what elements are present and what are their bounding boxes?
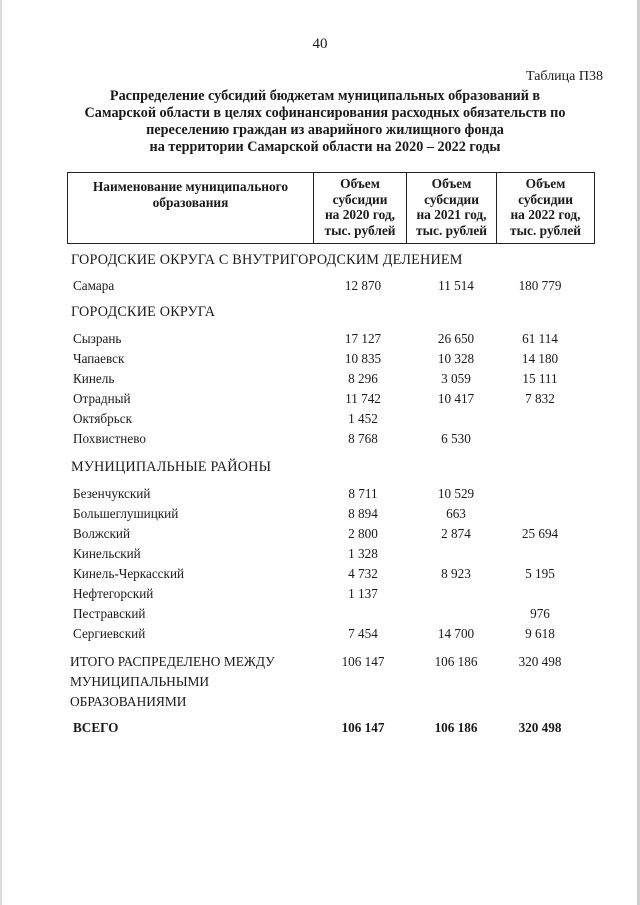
table-reference: Таблица П38	[526, 69, 603, 84]
value-2020: 17 127	[344, 331, 382, 346]
row-name: Сызрань	[73, 331, 122, 346]
row-name: Похвистнево	[73, 431, 146, 446]
value-2022: 5 195	[525, 566, 555, 581]
value-2021: 106 186	[434, 720, 478, 735]
table-row	[0, 389, 640, 409]
value-2022: 9 618	[525, 626, 555, 641]
value-2021: 8 923	[441, 566, 471, 581]
header-2020: Объем субсидии на 2020 год, тыс. рублей	[313, 173, 406, 243]
table-row	[0, 544, 640, 564]
value-2022: 320 498	[518, 654, 562, 669]
value-2021: 10 328	[437, 351, 475, 366]
table-row	[0, 564, 640, 584]
value-2022: 14 180	[521, 351, 559, 366]
page-number: 40	[312, 36, 328, 52]
row-name: Октябрьск	[73, 411, 132, 426]
row-name: Чапаевск	[73, 351, 125, 366]
value-2021: 6 530	[441, 431, 471, 446]
row-name: Самара	[73, 278, 115, 293]
row-name: Пестравский	[73, 606, 146, 621]
grand-total-label: ВСЕГО	[73, 720, 119, 735]
table-row	[0, 329, 640, 349]
value-2020: 4 732	[348, 566, 378, 581]
table-row	[0, 624, 640, 644]
value-2020: 8 296	[348, 371, 378, 386]
value-2021: 2 874	[441, 526, 471, 541]
section-heading: МУНИЦИПАЛЬНЫЕ РАЙОНЫ	[71, 459, 272, 475]
section-heading: ГОРОДСКИЕ ОКРУГА	[71, 304, 216, 320]
table-row	[0, 276, 640, 296]
value-2020: 10 835	[344, 351, 382, 366]
table-header	[67, 172, 595, 244]
title-line: переселению граждан из аварийного жилищного фонда	[146, 122, 504, 138]
distributed-total-label: ИТОГО РАСПРЕДЕЛЕНО МЕЖДУ МУНИЦИПАЛЬНЫМИ ОБРАЗОВАНИЯМИ	[70, 654, 275, 709]
value-2022: 180 779	[518, 278, 562, 293]
table-row	[0, 429, 640, 449]
value-2020: 8 894	[348, 506, 378, 521]
value-2020: 1 137	[348, 586, 378, 601]
value-2020: 8 768	[348, 431, 378, 446]
grand-total-row	[0, 718, 640, 738]
value-2021: 10 529	[437, 486, 475, 501]
scan-edge-left	[0, 0, 2, 905]
row-name: Волжский	[73, 526, 131, 541]
table-row	[0, 504, 640, 524]
table-row	[0, 484, 640, 504]
table-row	[0, 524, 640, 544]
value-2022: 15 111	[522, 371, 558, 386]
distributed-total-row	[0, 652, 640, 672]
value-2021: 26 650	[437, 331, 475, 346]
value-2021: 10 417	[437, 391, 475, 406]
value-2021: 11 514	[438, 278, 474, 293]
value-2022: 25 694	[521, 526, 559, 541]
header-2022: Объем субсидии на 2022 год, тыс. рублей	[496, 173, 594, 243]
table-row	[0, 584, 640, 604]
value-2021: 663	[446, 506, 466, 521]
row-name: Кинель	[73, 371, 115, 386]
table-row	[0, 604, 640, 624]
value-2020: 1 452	[348, 411, 378, 426]
row-name: Безенчукский	[73, 486, 151, 501]
value-2020: 12 870	[344, 278, 382, 293]
section-heading: ГОРОДСКИЕ ОКРУГА С ВНУТРИГОРОДСКИМ ДЕЛЕНИЕМ	[71, 252, 463, 268]
value-2022: 61 114	[522, 331, 558, 346]
header-2021: Объем субсидии на 2021 год, тыс. рублей	[406, 173, 496, 243]
table-row	[0, 409, 640, 429]
value-2022: 320 498	[518, 720, 562, 735]
row-name: Кинельский	[73, 546, 141, 561]
value-2021: 14 700	[437, 626, 475, 641]
title-line: на территории Самарской области на 2020 – 2022 годы	[149, 139, 501, 155]
row-name: Большеглушицкий	[73, 506, 179, 521]
value-2020: 11 742	[345, 391, 381, 406]
row-name: Отрадный	[73, 391, 131, 406]
value-2020: 7 454	[348, 626, 378, 641]
value-2020: 2 800	[348, 526, 378, 541]
header-municipality: Наименование муниципального образования	[92, 179, 289, 210]
value-2021: 3 059	[441, 371, 471, 386]
row-name: Сергиевский	[73, 626, 146, 641]
title-line: Самарской области в целях софинансирования расходных обязательств по	[84, 105, 566, 121]
value-2022: 7 832	[525, 391, 555, 406]
value-2020: 106 147	[341, 720, 385, 735]
table-row	[0, 369, 640, 389]
value-2022: 976	[530, 606, 550, 621]
value-2021: 106 186	[434, 654, 478, 669]
value-2020: 8 711	[348, 486, 378, 501]
title-line: Распределение субсидий бюджетам муниципальных образований в	[109, 88, 541, 104]
row-name: Кинель-Черкасский	[73, 566, 185, 581]
value-2020: 1 328	[348, 546, 378, 561]
value-2020: 106 147	[341, 654, 385, 669]
document-title	[60, 88, 590, 156]
table-row	[0, 349, 640, 369]
row-name: Нефтегорский	[73, 586, 154, 601]
